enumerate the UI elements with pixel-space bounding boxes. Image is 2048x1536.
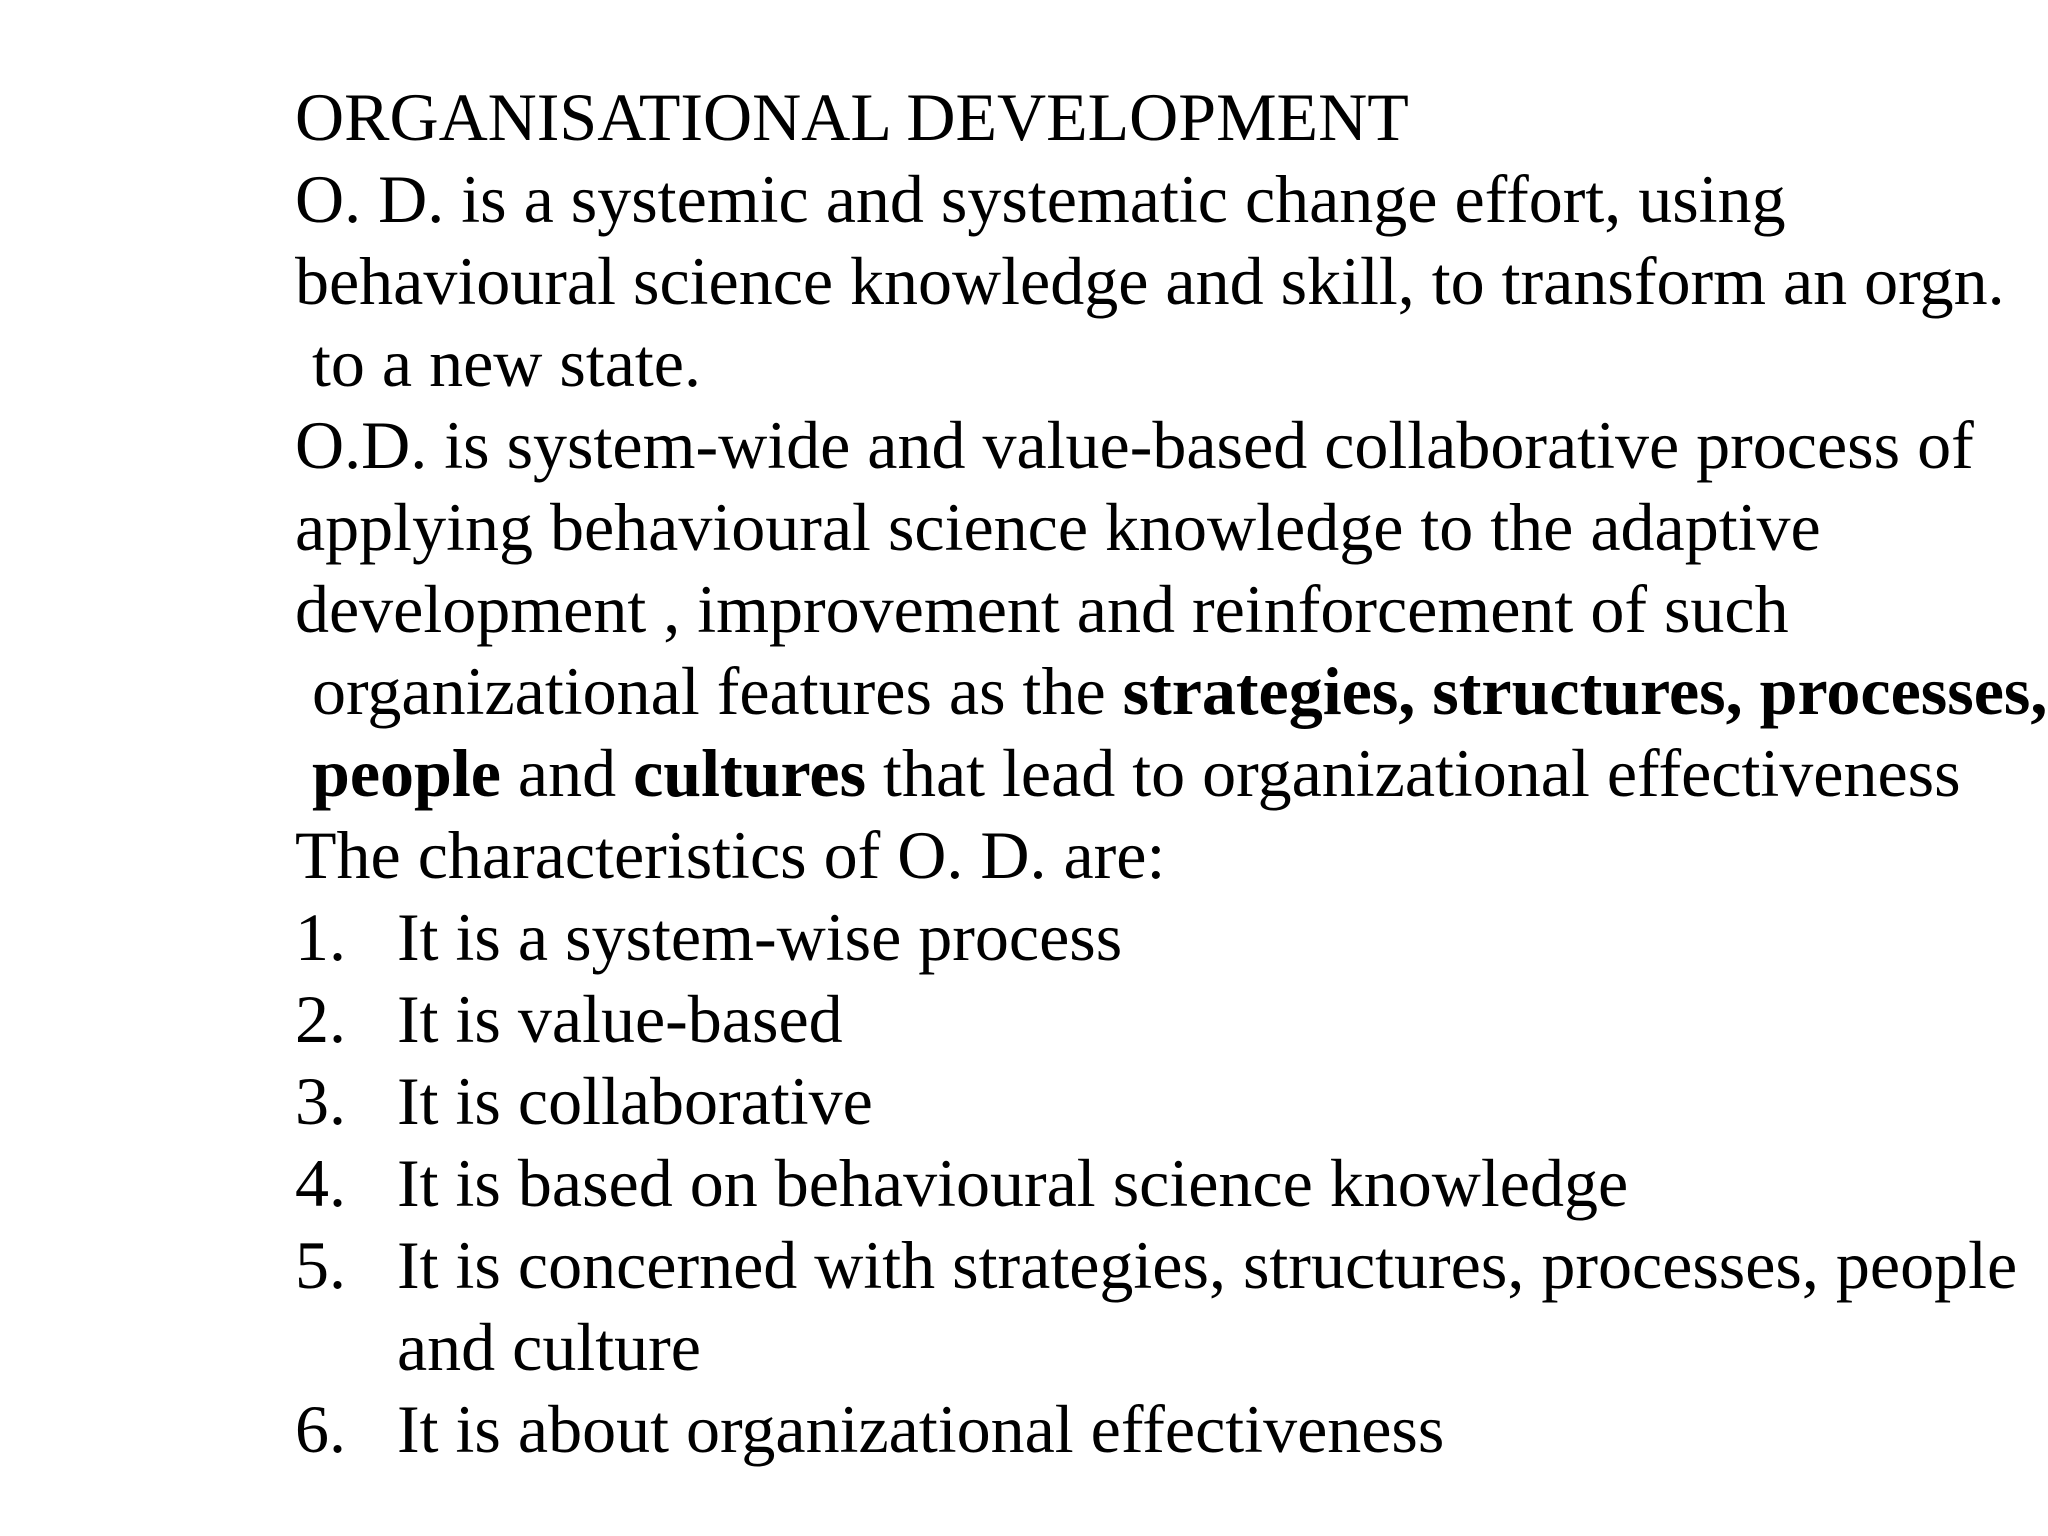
definition2-line4-plain: organizational features as the — [312, 653, 1123, 729]
list-item: It is value-based — [397, 981, 843, 1057]
definition2-line2: applying behavioural science knowledge to the adaptive — [295, 489, 1821, 565]
definition2-line4-bold: strategies, structures, processes, — [1122, 653, 2048, 729]
list-item: It is a system-wise process — [397, 899, 1123, 975]
definition2-line3: development , improvement and reinforcement of such — [295, 571, 1789, 647]
definition1-line3: to a new state. — [312, 325, 701, 401]
definition2-line1: O.D. is system-wide and value-based collaborative process of — [295, 407, 1974, 483]
list-item-number: 6. — [295, 1391, 346, 1467]
definition2-line4 — [312, 650, 2047, 732]
definition1-line1: O. D. is a systemic and systematic change effort, using — [295, 161, 1786, 237]
page-title: ORGANISATIONAL DEVELOPMENT — [295, 79, 1409, 155]
list-item: It is collaborative — [397, 1063, 873, 1139]
list-item: It is about organizational effectiveness — [397, 1391, 1445, 1467]
list-item-number: 2. — [295, 981, 346, 1057]
definition2-line5-bold-people: people — [312, 735, 501, 811]
list-item-number: 5. — [295, 1227, 346, 1303]
list-item-number: 1. — [295, 899, 346, 975]
definition2-line5-plain2: that lead to organizational effectiveness — [866, 735, 1961, 811]
list-item: It is concerned with strategies, structures, processes, people — [397, 1227, 2018, 1303]
definition2-line5-plain1: and — [500, 735, 634, 811]
list-item-continuation: and culture — [397, 1309, 701, 1385]
characteristics-heading: The characteristics of O. D. are: — [295, 817, 1166, 893]
list-item-number: 3. — [295, 1063, 346, 1139]
definition1-line2: behavioural science knowledge and skill, to transform an orgn. — [295, 243, 2005, 319]
definition2-line5-bold-cultures: cultures — [633, 735, 867, 811]
list-item: It is based on behavioural science knowledge — [397, 1145, 1629, 1221]
definition2-line5 — [312, 732, 1961, 814]
list-item-number: 4. — [295, 1145, 346, 1221]
